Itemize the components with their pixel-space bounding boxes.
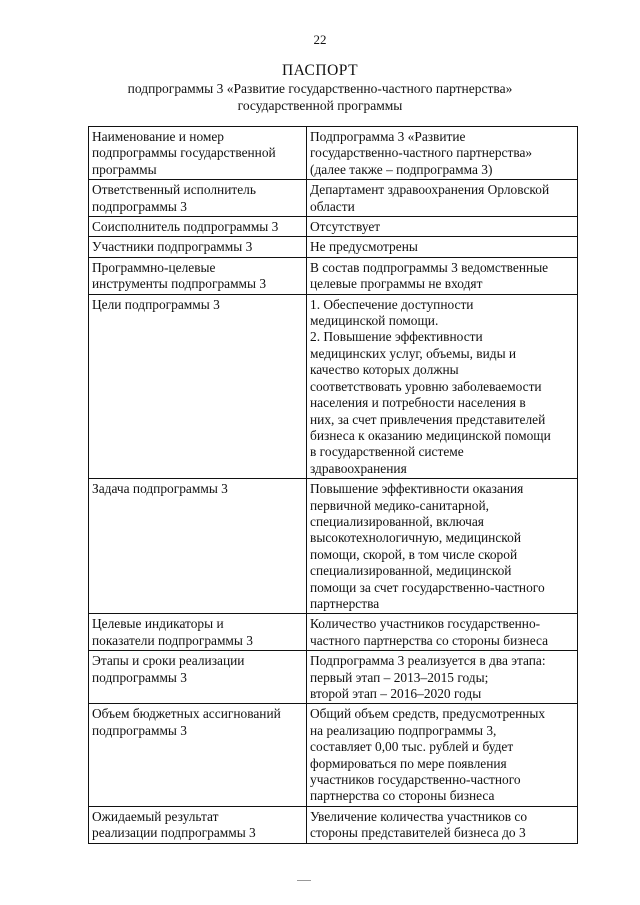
row-label-cell xyxy=(89,479,307,614)
row-value-cell xyxy=(307,237,578,257)
row-label-cell xyxy=(89,257,307,294)
row-value-line: высокотехнологичную, медицинской xyxy=(310,530,521,546)
row-label-line: Целевые индикаторы и xyxy=(92,616,224,632)
row-label-cell xyxy=(89,217,307,237)
row-value-cell xyxy=(307,704,578,806)
row-label-line: Ожидаемый результат xyxy=(92,808,219,824)
row-value-line: населения и потребности населения в xyxy=(310,395,526,411)
table-row xyxy=(89,294,578,478)
row-value-line: второй этап – 2016–2020 годы xyxy=(310,686,482,701)
row-label-cell xyxy=(89,127,307,180)
table-row xyxy=(89,614,578,651)
table-row xyxy=(89,704,578,806)
row-value-line: на реализацию подпрограммы 3, xyxy=(310,722,497,738)
row-value-line: партнерства xyxy=(310,595,380,611)
row-label-line: показатели подпрограммы 3 xyxy=(92,632,253,648)
row-label-line: Соисполнитель подпрограммы 3 xyxy=(92,219,279,235)
table-row xyxy=(89,806,578,843)
scan-mark xyxy=(297,880,311,881)
row-label-line: реализации подпрограммы 3 xyxy=(92,825,256,841)
row-value-line: Отсутствует xyxy=(310,219,381,235)
row-value-cell xyxy=(307,614,578,651)
row-label-line: подпрограммы 3 xyxy=(92,198,187,214)
subtitle-line: государственной программы xyxy=(237,98,403,113)
row-value-line: медицинской помощи. xyxy=(310,313,439,329)
row-value-line: бизнеса к оказанию медицинской помощи xyxy=(310,427,551,443)
table-row xyxy=(89,651,578,704)
row-value-line: первый этап – 2013–2015 годы; xyxy=(310,669,489,685)
row-value-line: них, за счет привлечения представителей xyxy=(310,411,546,427)
document-title: ПАСПОРТ xyxy=(281,62,359,79)
table-row xyxy=(89,217,578,237)
row-value-line: Увеличение количества участников со xyxy=(310,808,528,824)
row-value-line: Не предусмотрены xyxy=(310,239,418,255)
row-value-line: стороны представителей бизнеса до 3 xyxy=(310,825,526,841)
row-value-cell xyxy=(307,294,578,478)
row-label-cell xyxy=(89,294,307,478)
row-label-line: Программно-целевые xyxy=(92,259,216,275)
row-value-line: (далее также – подпрограмма 3) xyxy=(310,161,493,177)
row-label-line: Этапы и сроки реализации xyxy=(92,653,245,669)
row-value-line: первичной медико-санитарной, xyxy=(310,497,490,513)
row-value-cell xyxy=(307,180,578,217)
row-value-line: целевые программы не входят xyxy=(310,276,483,292)
table-row xyxy=(89,127,578,180)
passport-table xyxy=(88,126,578,844)
row-label-line: Цели подпрограммы 3 xyxy=(92,296,220,312)
row-value-cell xyxy=(307,217,578,237)
row-label-line: Участники подпрограммы 3 xyxy=(92,239,253,255)
row-value-cell xyxy=(307,806,578,843)
row-label-line: Ответственный исполнитель xyxy=(92,182,256,198)
row-value-line: медицинских услуг, объемы, виды и xyxy=(310,345,517,361)
row-label-line: подпрограммы 3 xyxy=(92,722,187,738)
row-label-line: инструменты подпрограммы 3 xyxy=(92,276,267,292)
row-value-line: Повышение эффективности оказания xyxy=(310,481,524,497)
row-label-cell xyxy=(89,237,307,257)
row-value-line: Подпрограмма 3 реализуется в два этапа: xyxy=(310,653,546,669)
row-value-line: формироваться по мере появления xyxy=(310,755,507,771)
row-value-line: помощи, скорой, в том числе скорой xyxy=(310,546,518,562)
row-value-line: в государственной системе xyxy=(310,444,464,460)
row-label-cell xyxy=(89,806,307,843)
table-row xyxy=(89,237,578,257)
row-label-line: Наименование и номер xyxy=(92,129,225,144)
row-label-cell xyxy=(89,180,307,217)
row-label-cell xyxy=(89,704,307,806)
row-value-line: области xyxy=(310,198,355,214)
row-value-line: частного партнерства со стороны бизнеса xyxy=(310,632,549,648)
row-value-line: государственно-частного партнерства» xyxy=(310,145,533,161)
row-value-line: качество которых должны xyxy=(310,362,459,378)
table-row xyxy=(89,257,578,294)
row-value-cell xyxy=(307,651,578,704)
row-value-line: составляет 0,00 тыс. рублей и будет xyxy=(310,739,514,755)
row-label-line: подпрограммы 3 xyxy=(92,669,187,685)
row-value-line: Общий объем средств, предусмотренных xyxy=(310,706,546,722)
subtitle-line: подпрограммы 3 «Развитие государственно-частного партнерства» xyxy=(127,81,513,96)
row-value-cell xyxy=(307,127,578,180)
row-value-line: здравоохранения xyxy=(310,460,407,476)
row-label-cell xyxy=(89,651,307,704)
document-subtitle xyxy=(0,80,640,114)
row-value-line: 2. Повышение эффективности xyxy=(310,329,483,345)
row-value-line: помощи за счет государственно-частного xyxy=(310,579,545,595)
row-value-line: В состав подпрограммы 3 ведомственные xyxy=(310,259,549,275)
row-value-line: специализированной, медицинской xyxy=(310,563,512,579)
row-label-cell xyxy=(89,614,307,651)
passport-table-body xyxy=(89,127,578,844)
row-value-cell xyxy=(307,257,578,294)
row-label-line: программы xyxy=(92,161,157,177)
row-label-line: Объем бюджетных ассигнований xyxy=(92,706,281,722)
row-value-line: 1. Обеспечение доступности xyxy=(310,296,474,312)
row-value-line: соответствовать уровню заболеваемости xyxy=(310,378,542,394)
table-row xyxy=(89,180,578,217)
row-label-line: подпрограммы государственной xyxy=(92,145,276,161)
row-value-line: Количество участников государственно- xyxy=(310,616,541,632)
row-value-line: специализированной, включая xyxy=(310,513,484,529)
row-label-line: Задача подпрограммы 3 xyxy=(92,481,228,497)
table-row xyxy=(89,479,578,614)
row-value-line: Подпрограмма 3 «Развитие xyxy=(310,129,466,144)
page-number: 22 xyxy=(313,32,327,47)
row-value-line: участников государственно-частного xyxy=(310,772,521,788)
row-value-cell xyxy=(307,479,578,614)
row-value-line: партнерства со стороны бизнеса xyxy=(310,788,495,804)
row-value-line: Департамент здравоохранения Орловской xyxy=(310,182,550,198)
